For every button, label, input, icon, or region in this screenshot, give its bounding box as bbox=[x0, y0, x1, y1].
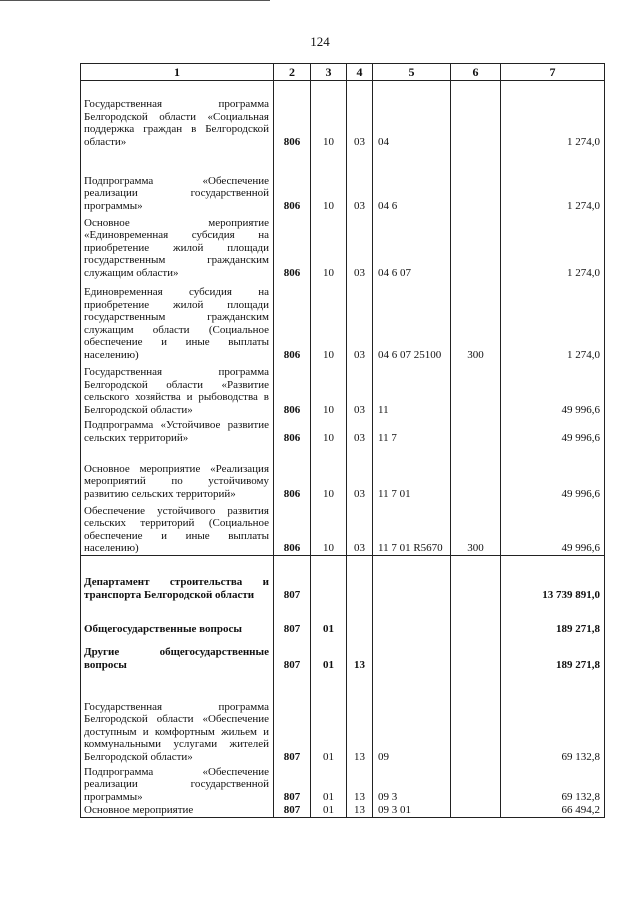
table-row bbox=[81, 804, 605, 818]
row-cell: 806 bbox=[274, 280, 311, 362]
row-name: Государственная программа Белгородской области «Социальная поддержка граждан в Белгородской области» bbox=[81, 81, 274, 149]
row-cell: 300 bbox=[451, 501, 501, 556]
table-row bbox=[81, 213, 605, 280]
row-cell: 13 bbox=[347, 764, 373, 804]
row-cell: 01 bbox=[311, 672, 347, 764]
column-header: 5 bbox=[373, 64, 451, 81]
row-name: Основное мероприятие «Реализация мероприятий по устойчивому развитию сельских территорий» bbox=[81, 445, 274, 501]
row-cell bbox=[451, 149, 501, 213]
table-header-row bbox=[81, 64, 605, 81]
column-header: 2 bbox=[274, 64, 311, 81]
row-name: Обеспечение устойчивого развития сельских территорий (Социальное обеспечение и иные выплаты населению) bbox=[81, 501, 274, 556]
row-cell: 13 bbox=[347, 672, 373, 764]
row-cell: 807 bbox=[274, 804, 311, 818]
row-cell: 10 bbox=[311, 81, 347, 149]
row-cell: 03 bbox=[347, 417, 373, 445]
table-row bbox=[81, 556, 605, 602]
row-cell bbox=[347, 556, 373, 602]
row-cell bbox=[451, 636, 501, 672]
row-cell: 189 271,8 bbox=[501, 636, 605, 672]
row-cell: 10 bbox=[311, 362, 347, 417]
row-cell: 13 739 891,0 bbox=[501, 556, 605, 602]
header-rule bbox=[0, 0, 270, 1]
row-cell bbox=[451, 556, 501, 602]
row-cell: 69 132,8 bbox=[501, 764, 605, 804]
row-cell: 806 bbox=[274, 501, 311, 556]
row-cell: 49 996,6 bbox=[501, 417, 605, 445]
row-cell: 09 3 01 bbox=[373, 804, 451, 818]
table-row bbox=[81, 417, 605, 445]
row-cell: 10 bbox=[311, 445, 347, 501]
row-name: Государственная программа Белгородской области «Развитие сельского хозяйства и рыбоводства в Белгородской области» bbox=[81, 362, 274, 417]
table-row bbox=[81, 445, 605, 501]
row-cell: 04 bbox=[373, 81, 451, 149]
page-number: 124 bbox=[310, 34, 330, 49]
row-cell: 807 bbox=[274, 672, 311, 764]
row-cell: 49 996,6 bbox=[501, 445, 605, 501]
row-cell: 11 7 bbox=[373, 417, 451, 445]
table-row bbox=[81, 636, 605, 672]
column-header: 7 bbox=[501, 64, 605, 81]
table-row bbox=[81, 501, 605, 556]
row-name: Основное мероприятие bbox=[81, 804, 274, 818]
row-cell: 01 bbox=[311, 602, 347, 636]
row-cell: 1 274,0 bbox=[501, 149, 605, 213]
table-row bbox=[81, 764, 605, 804]
row-cell bbox=[311, 556, 347, 602]
table-row bbox=[81, 602, 605, 636]
row-cell: 66 494,2 bbox=[501, 804, 605, 818]
column-header: 4 bbox=[347, 64, 373, 81]
row-cell: 1 274,0 bbox=[501, 213, 605, 280]
row-cell: 1 274,0 bbox=[501, 81, 605, 149]
row-cell bbox=[451, 362, 501, 417]
row-cell: 806 bbox=[274, 445, 311, 501]
row-cell bbox=[451, 764, 501, 804]
row-cell bbox=[451, 804, 501, 818]
row-cell: 03 bbox=[347, 81, 373, 149]
row-cell: 01 bbox=[311, 764, 347, 804]
table-row bbox=[81, 149, 605, 213]
row-cell: 807 bbox=[274, 636, 311, 672]
row-cell bbox=[451, 672, 501, 764]
column-header: 1 bbox=[81, 64, 274, 81]
budget-table bbox=[80, 63, 605, 818]
row-cell: 01 bbox=[311, 636, 347, 672]
row-cell: 03 bbox=[347, 280, 373, 362]
row-cell: 03 bbox=[347, 501, 373, 556]
row-cell: 11 7 01 R5670 bbox=[373, 501, 451, 556]
row-name: Единовременная субсидия на приобретение жилой площади государственным гражданским служащим области (Социальное обеспечение и иные выплаты населению) bbox=[81, 280, 274, 362]
row-cell: 49 996,6 bbox=[501, 362, 605, 417]
row-name: Департамент строительства и транспорта Белгородской области bbox=[81, 556, 274, 602]
row-name: Общегосударственные вопросы bbox=[81, 602, 274, 636]
table-row bbox=[81, 672, 605, 764]
row-cell bbox=[451, 81, 501, 149]
row-cell bbox=[347, 602, 373, 636]
row-cell: 806 bbox=[274, 213, 311, 280]
row-cell bbox=[373, 556, 451, 602]
row-cell: 03 bbox=[347, 445, 373, 501]
row-cell: 10 bbox=[311, 280, 347, 362]
row-cell: 04 6 07 25100 bbox=[373, 280, 451, 362]
row-cell: 13 bbox=[347, 636, 373, 672]
row-cell bbox=[373, 602, 451, 636]
row-cell: 49 996,6 bbox=[501, 501, 605, 556]
row-cell: 69 132,8 bbox=[501, 672, 605, 764]
row-cell: 10 bbox=[311, 149, 347, 213]
row-cell: 11 bbox=[373, 362, 451, 417]
row-cell: 09 bbox=[373, 672, 451, 764]
row-cell bbox=[451, 213, 501, 280]
column-header: 6 bbox=[451, 64, 501, 81]
row-cell: 01 bbox=[311, 804, 347, 818]
row-cell: 09 3 bbox=[373, 764, 451, 804]
row-name: Подпрограмма «Обеспечение реализации государственной программы» bbox=[81, 764, 274, 804]
table-row bbox=[81, 280, 605, 362]
row-cell: 03 bbox=[347, 362, 373, 417]
row-name: Подпрограмма «Обеспечение реализации государственной программы» bbox=[81, 149, 274, 213]
row-cell bbox=[373, 636, 451, 672]
row-cell: 806 bbox=[274, 362, 311, 417]
row-cell: 807 bbox=[274, 556, 311, 602]
row-cell: 806 bbox=[274, 417, 311, 445]
row-cell: 03 bbox=[347, 149, 373, 213]
row-cell: 807 bbox=[274, 764, 311, 804]
row-name: Подпрограмма «Устойчивое развитие сельских территорий» bbox=[81, 417, 274, 445]
row-cell: 10 bbox=[311, 417, 347, 445]
row-cell: 189 271,8 bbox=[501, 602, 605, 636]
row-cell: 806 bbox=[274, 149, 311, 213]
row-cell bbox=[451, 445, 501, 501]
row-cell: 10 bbox=[311, 213, 347, 280]
row-name: Другие общегосударственные вопросы bbox=[81, 636, 274, 672]
row-cell: 300 bbox=[451, 280, 501, 362]
row-cell: 1 274,0 bbox=[501, 280, 605, 362]
row-cell bbox=[451, 417, 501, 445]
table-row bbox=[81, 81, 605, 149]
row-cell: 13 bbox=[347, 804, 373, 818]
column-header: 3 bbox=[311, 64, 347, 81]
table-row bbox=[81, 362, 605, 417]
row-cell: 807 bbox=[274, 602, 311, 636]
row-cell: 04 6 07 bbox=[373, 213, 451, 280]
row-cell: 11 7 01 bbox=[373, 445, 451, 501]
row-name: Основное мероприятие «Единовременная субсидия на приобретение жилой площади государственным гражданским служащим области» bbox=[81, 213, 274, 280]
row-cell: 03 bbox=[347, 213, 373, 280]
row-cell: 04 6 bbox=[373, 149, 451, 213]
row-cell bbox=[451, 602, 501, 636]
row-cell: 806 bbox=[274, 81, 311, 149]
row-cell: 10 bbox=[311, 501, 347, 556]
row-name: Государственная программа Белгородской области «Обеспечение доступным и комфортным жильем и коммунальными услугами жителей Белгородской области» bbox=[81, 672, 274, 764]
